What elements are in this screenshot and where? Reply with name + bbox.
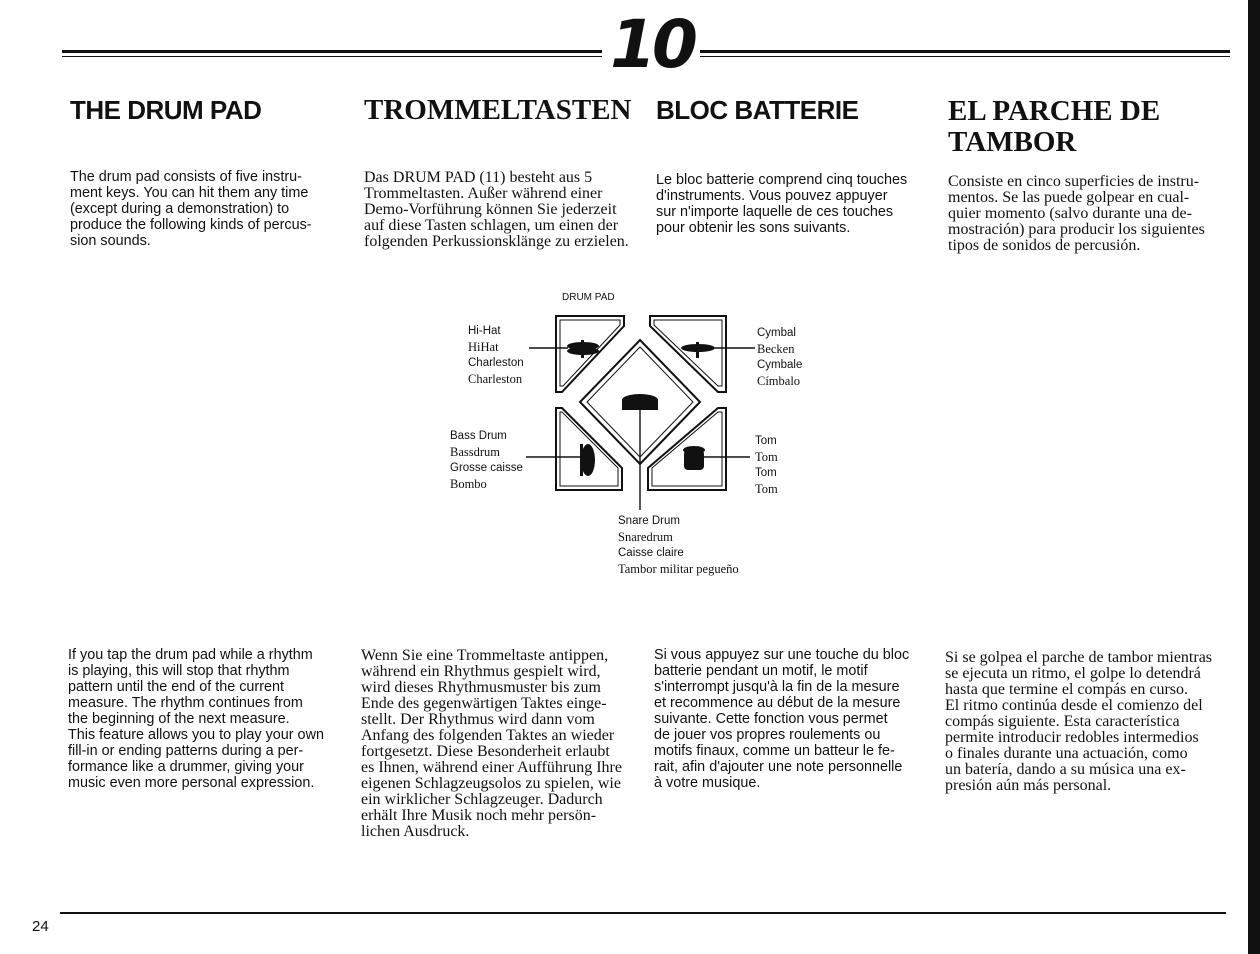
- text-line: presión aún más personal.: [945, 777, 1112, 794]
- para-german-2: [361, 648, 646, 840]
- label-line: Snaredrum: [618, 530, 673, 544]
- label-line: Hi-Hat: [468, 325, 501, 337]
- text-line: Si se golpea el parche de tambor mientras: [945, 649, 1213, 666]
- label-line: Caisse claire: [618, 547, 684, 559]
- header-rule-right: [700, 50, 1230, 53]
- heading-spanish-line2: TAMBOR: [948, 126, 1077, 158]
- para-german-1: [364, 170, 649, 250]
- label-line: Charleston: [468, 372, 523, 386]
- text-line: the beginning of the next measure.: [68, 711, 290, 727]
- text-line: eigenen Schlagzeugsolos zu spielen, wie: [361, 775, 621, 792]
- text-line: Demo-Vorführung können Sie jederzeit: [364, 201, 617, 218]
- header-rule-left: [62, 50, 602, 53]
- text-line: mostración) para producir los siguientes: [948, 221, 1205, 238]
- text-line: pattern until the end of the current: [68, 679, 285, 695]
- label-line: Snare Drum: [618, 515, 680, 527]
- label-cymbal: [757, 325, 802, 389]
- text-line: Anfang des folgenden Taktes an wieder: [361, 727, 615, 744]
- text-line: à votre musique.: [654, 775, 761, 791]
- chapter-number: 10: [610, 6, 694, 83]
- text-line: erhält Ihre Musik noch mehr persön-: [361, 807, 597, 824]
- label-snare-drum: [618, 513, 739, 577]
- text-line: Wenn Sie eine Trommeltaste antippen,: [361, 647, 609, 664]
- text-line: et recommence au début de la mesure: [654, 695, 901, 711]
- label-line: Tom: [755, 450, 778, 464]
- page-number: 24: [32, 918, 49, 935]
- label-line: Grosse caisse: [450, 462, 523, 474]
- text-line: Consiste en cinco superficies de instru-: [948, 173, 1200, 190]
- text-line: Das DRUM PAD (11) besteht aus 5: [364, 169, 593, 186]
- label-line: Címbalo: [757, 374, 801, 388]
- text-line: is playing, this will stop that rhythm: [68, 663, 290, 679]
- heading-english: THE DRUM PAD: [70, 95, 262, 125]
- text-line: sion sounds.: [70, 233, 151, 249]
- text-line: Ende des gegenwärtigen Taktes einge-: [361, 695, 607, 712]
- text-line: mentos. Se las puede golpear en cual-: [948, 189, 1190, 206]
- text-line: de jouer vos propres roulements ou: [654, 727, 881, 743]
- text-line: ment keys. You can hit them any time: [70, 185, 309, 201]
- text-line: Trommeltasten. Außer während einer: [364, 185, 603, 202]
- text-line: batterie pendant un motif, le motif: [654, 663, 868, 679]
- text-line: rait, afin d'ajouter une note personnelle: [654, 759, 903, 775]
- page-edge-shadow: [1248, 0, 1260, 954]
- text-line: This feature allows you to play your own: [68, 727, 324, 743]
- label-tom: [755, 433, 778, 497]
- heading-french: BLOC BATTERIE: [656, 95, 859, 125]
- label-bass-drum: [450, 428, 523, 492]
- header-rule-left-thin: [62, 56, 602, 57]
- label-line: Charleston: [468, 357, 524, 369]
- text-line: auf diese Tasten schlagen, um einen der: [364, 217, 619, 234]
- text-line: measure. The rhythm continues from: [68, 695, 303, 711]
- text-line: s'interrompt jusqu'à la fin de la mesure: [654, 679, 900, 695]
- label-line: Bassdrum: [450, 445, 500, 459]
- text-line: suivante. Cette fonction vous permet: [654, 711, 888, 727]
- text-line: lichen Ausdruck.: [361, 823, 470, 840]
- label-line: Cymbale: [757, 359, 803, 371]
- text-line: music even more personal expression.: [68, 775, 315, 791]
- label-line: Tom: [755, 482, 778, 496]
- label-hihat: [468, 323, 524, 387]
- para-english-1: [70, 169, 355, 249]
- text-line: El ritmo continúa desde el comienzo del: [945, 697, 1203, 714]
- text-line: (except during a demonstration) to: [70, 201, 290, 217]
- label-line: Tom: [755, 467, 777, 479]
- para-french-1: [656, 172, 941, 236]
- label-line: Bombo: [450, 477, 487, 491]
- text-line: formance like a drummer, giving your: [68, 759, 304, 775]
- text-line: Le bloc batterie comprend cinq touches: [656, 172, 908, 188]
- footer-rule: [60, 912, 1226, 914]
- text-line: fortgesetzt. Diese Besonderheit erlaubt: [361, 743, 610, 760]
- label-line: Tambor militar pegueño: [618, 562, 739, 576]
- diagram-title: DRUM PAD: [562, 292, 615, 303]
- header-rule-right-thin: [700, 56, 1230, 57]
- text-line: compás siguiente. Esta característica: [945, 713, 1180, 730]
- text-line: wird dieses Rhythmusmuster bis zum: [361, 679, 601, 696]
- text-line: sur n'importe laquelle de ces touches: [656, 204, 894, 220]
- text-line: o finales durante una actuación, como: [945, 745, 1188, 762]
- label-line: Becken: [757, 342, 795, 356]
- pad-cymbal: [650, 316, 726, 392]
- text-line: ein wirklicher Schlagzeuger. Dadurch: [361, 791, 603, 808]
- text-line: Si vous appuyez sur une touche du bloc: [654, 647, 910, 663]
- heading-spanish: [948, 96, 1160, 158]
- text-line: es Ihnen, während einer Aufführung Ihre: [361, 759, 622, 776]
- text-line: permite introducir redobles intermedios: [945, 729, 1199, 746]
- label-line: Bass Drum: [450, 430, 507, 442]
- text-line: The drum pad consists of five instru-: [70, 169, 302, 185]
- para-spanish-2: [945, 650, 1240, 794]
- heading-spanish-line1: EL PARCHE DE: [948, 95, 1161, 127]
- label-line: Cymbal: [757, 327, 796, 339]
- text-line: motifs finaux, comme un batteur le fe-: [654, 743, 895, 759]
- label-line: HiHat: [468, 340, 499, 354]
- text-line: fill-in or ending patterns during a per-: [68, 743, 304, 759]
- text-line: während ein Rhythmus gespielt wird,: [361, 663, 601, 680]
- text-line: If you tap the drum pad while a rhythm: [68, 647, 313, 663]
- text-line: stellt. Der Rhythmus wird dann vom: [361, 711, 595, 728]
- text-line: quier momento (salvo durante una de-: [948, 205, 1192, 222]
- para-french-2: [654, 647, 939, 791]
- para-english-2: [68, 647, 353, 791]
- heading-german: TROMMELTASTEN: [364, 94, 632, 126]
- text-line: produce the following kinds of percus-: [70, 217, 312, 233]
- text-line: pour obtenir les sons suivants.: [656, 220, 851, 236]
- text-line: tipos de sonidos de percusión.: [948, 237, 1141, 254]
- text-line: d'instruments. Vous pouvez appuyer: [656, 188, 888, 204]
- para-spanish-1: [948, 174, 1238, 254]
- text-line: hasta que termine el compás en curso.: [945, 681, 1189, 698]
- text-line: se ejecuta un ritmo, el golpe lo detendrá: [945, 665, 1201, 682]
- text-line: folgenden Perkussionsklänge zu erzielen.: [364, 233, 629, 250]
- label-line: Tom: [755, 435, 777, 447]
- text-line: un batería, dando a su música una ex-: [945, 761, 1186, 778]
